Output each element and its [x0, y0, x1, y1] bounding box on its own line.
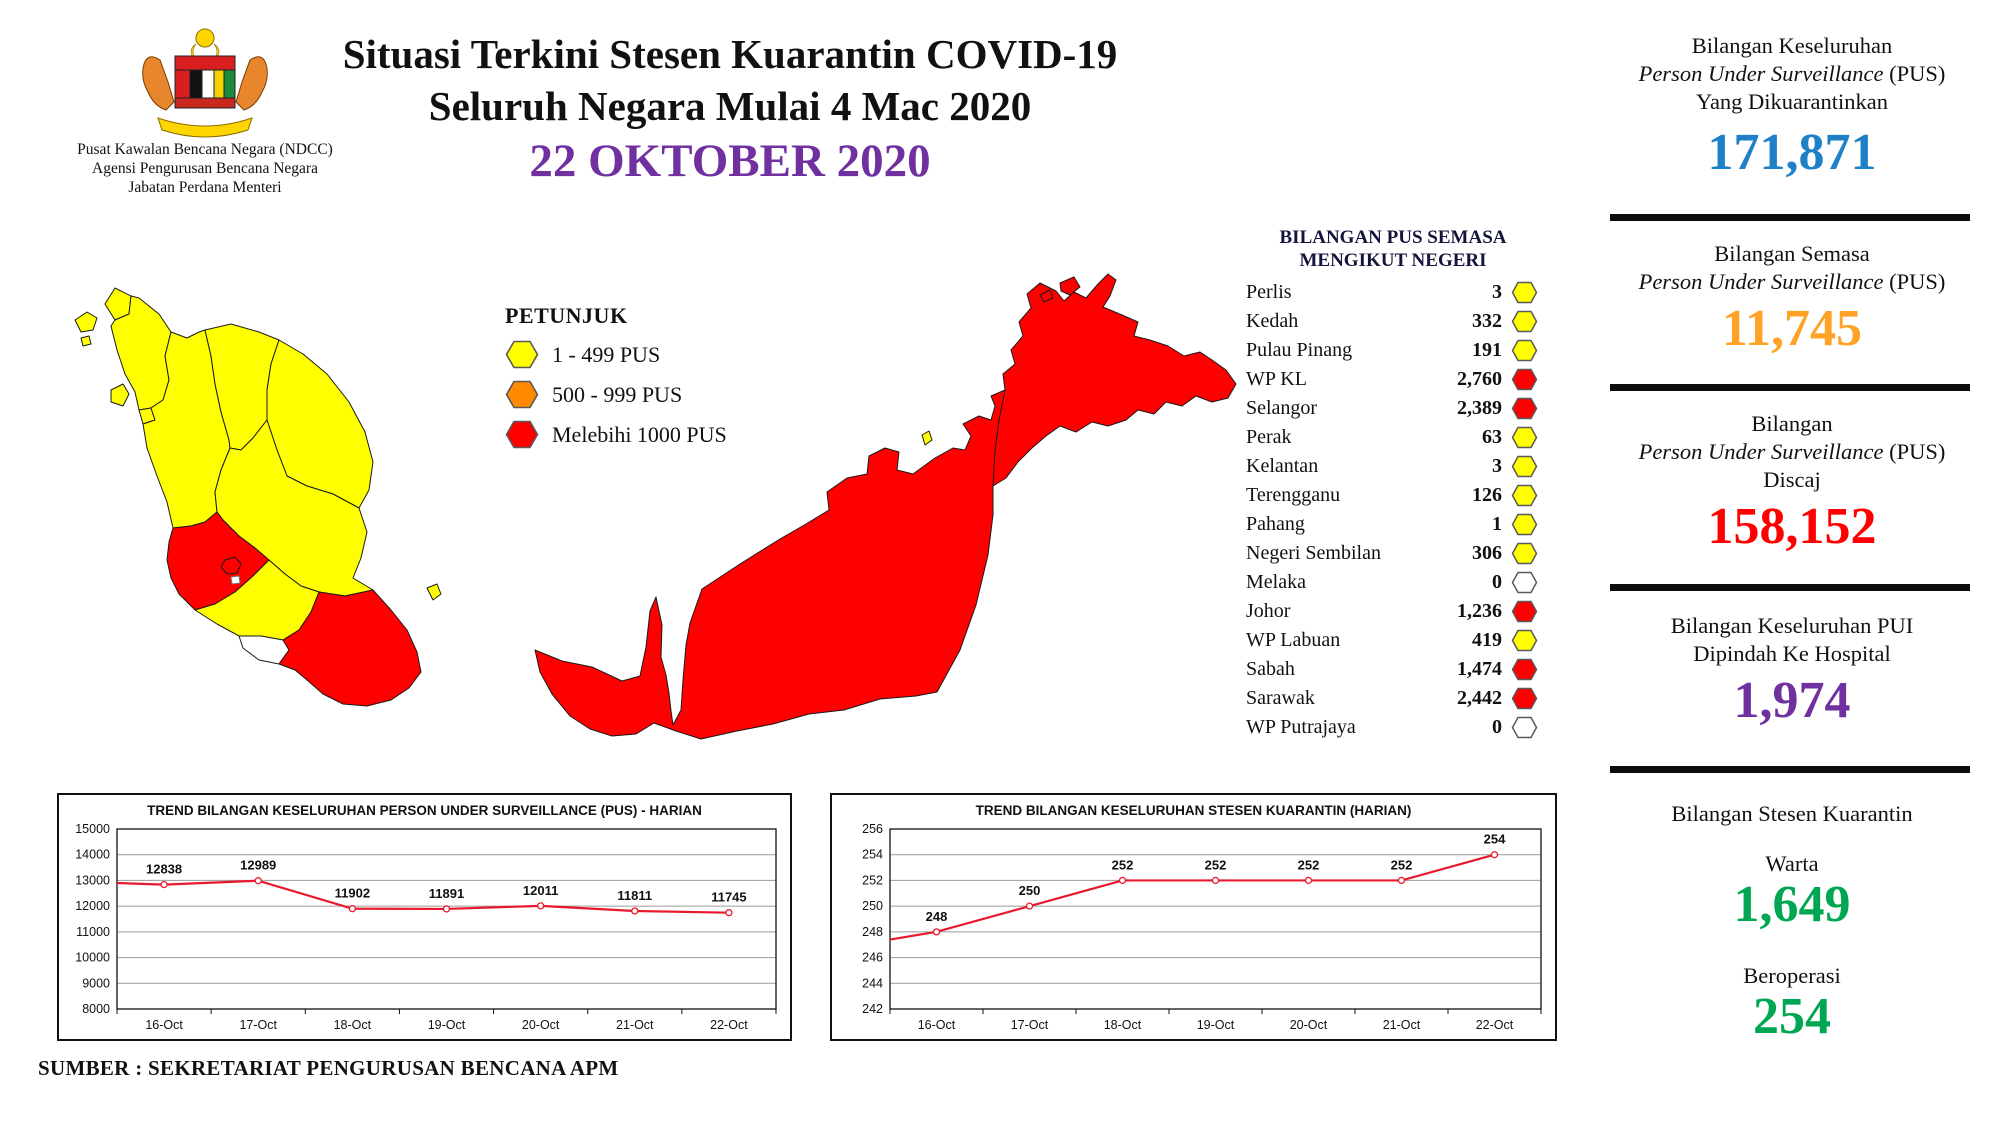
- stat5-sub2: Beroperasi: [1743, 963, 1841, 988]
- svg-text:246: 246: [862, 950, 883, 965]
- svg-text:15000: 15000: [75, 822, 110, 836]
- hexagon-icon: [1502, 426, 1538, 449]
- state-pus-value: 2,442: [1457, 687, 1502, 709]
- state-table-row: [1246, 452, 1538, 481]
- state-table-row: [1246, 336, 1538, 365]
- svg-text:TREND BILANGAN KESELURUHAN PER: TREND BILANGAN KESELURUHAN PERSON UNDER SURVEILLANCE (PUS) - HARIAN: [147, 803, 702, 818]
- svg-text:250: 250: [1018, 883, 1041, 899]
- hexagon-icon: [1502, 455, 1538, 478]
- state-name: Kelantan: [1246, 455, 1319, 477]
- map-state-wp-putrajaya: [231, 576, 240, 584]
- divider: [1610, 384, 1970, 391]
- svg-text:8000: 8000: [82, 1002, 110, 1016]
- map-state-penang-island: [111, 384, 129, 406]
- svg-text:12000: 12000: [75, 899, 110, 914]
- state-name: Melaka: [1246, 571, 1306, 593]
- stat4-value: 1,974: [1733, 672, 1851, 729]
- state-pus-value: 3: [1492, 281, 1502, 303]
- state-table-row: [1246, 597, 1538, 626]
- svg-text:252: 252: [1204, 857, 1227, 873]
- state-name: Sabah: [1246, 658, 1295, 680]
- hexagon-icon: [1502, 542, 1538, 565]
- state-pus-value: 0: [1492, 571, 1502, 593]
- map-island-langkawi: [75, 312, 97, 332]
- svg-text:252: 252: [1297, 857, 1320, 873]
- svg-text:244: 244: [862, 976, 883, 991]
- state-name: Perlis: [1246, 281, 1292, 303]
- state-name: Kedah: [1246, 310, 1299, 332]
- stat2-label: Bilangan Semasa Person Under Surveillance (PUS): [1638, 241, 1946, 294]
- map-island-tioman: [427, 584, 441, 600]
- svg-text:9000: 9000: [82, 976, 110, 991]
- state-table-row: [1246, 684, 1538, 713]
- svg-text:20-Oct: 20-Oct: [521, 1018, 560, 1032]
- svg-text:256: 256: [862, 822, 883, 836]
- legend-label: 500 - 999 PUS: [552, 381, 683, 407]
- hexagon-icon: [1502, 310, 1538, 333]
- svg-text:11000: 11000: [76, 924, 110, 939]
- svg-text:252: 252: [1111, 857, 1134, 873]
- svg-text:TREND BILANGAN KESELURUHAN STE: TREND BILANGAN KESELURUHAN STESEN KUARANTIN (HARIAN): [975, 803, 1412, 818]
- state-table-row: [1246, 626, 1538, 655]
- svg-text:20-Oct: 20-Oct: [1289, 1018, 1328, 1032]
- svg-text:254: 254: [1483, 831, 1506, 847]
- state-pus-value: 2,760: [1457, 368, 1502, 390]
- chart-pus-trend: [57, 793, 792, 1041]
- state-name: Terengganu: [1246, 484, 1341, 506]
- hexagon-icon: [1502, 687, 1538, 710]
- svg-text:18-Oct: 18-Oct: [333, 1018, 372, 1032]
- hexagon-icon: [1502, 484, 1538, 507]
- svg-text:17-Oct: 17-Oct: [239, 1018, 277, 1032]
- svg-text:21-Oct: 21-Oct: [616, 1018, 654, 1032]
- svg-text:248: 248: [862, 924, 883, 939]
- hexagon-icon: [1502, 716, 1538, 739]
- agency-line-3: Jabatan Perdana Menteri: [128, 179, 282, 196]
- state-pus-value: 306: [1472, 542, 1502, 564]
- svg-text:10000: 10000: [75, 950, 110, 965]
- state-table-row: [1246, 539, 1538, 568]
- svg-text:11902: 11902: [334, 885, 371, 901]
- map-peninsular-malaysia: [55, 280, 455, 720]
- state-table-row: [1246, 394, 1538, 423]
- state-name: Sarawak: [1246, 687, 1315, 709]
- stat5-title: Bilangan Stesen Kuarantin: [1671, 801, 1913, 826]
- divider: [1610, 766, 1970, 773]
- state-table-row: [1246, 307, 1538, 336]
- state-pus-value: 1,474: [1457, 658, 1502, 680]
- svg-text:12989: 12989: [240, 857, 277, 873]
- state-pus-value: 1,236: [1457, 600, 1502, 622]
- agency-line-2: Agensi Pengurusan Bencana Negara: [92, 160, 318, 177]
- hexagon-icon: [1502, 397, 1538, 420]
- stat3-label: Bilangan Person Under Surveillance (PUS) Discaj: [1638, 411, 1946, 492]
- svg-text:22-Oct: 22-Oct: [710, 1018, 748, 1032]
- map-island-north-sabah: [1060, 277, 1080, 295]
- svg-text:16-Oct: 16-Oct: [917, 1018, 956, 1032]
- agency-line-1: Pusat Kawalan Bencana Negara (NDCC): [77, 141, 333, 158]
- svg-text:22-Oct: 22-Oct: [1475, 1018, 1514, 1032]
- hexagon-icon: [1502, 339, 1538, 362]
- hexagon-icon: [1502, 600, 1538, 623]
- state-table-title-line1: BILANGAN PUS SEMASA: [1279, 227, 1507, 248]
- state-pus-value: 1: [1492, 513, 1502, 535]
- state-pus-value: 419: [1472, 629, 1502, 651]
- state-pus-value: 191: [1472, 339, 1502, 361]
- svg-text:14000: 14000: [75, 847, 110, 862]
- state-name: WP KL: [1246, 368, 1307, 390]
- state-name: WP Putrajaya: [1246, 716, 1356, 738]
- state-table-row: [1246, 423, 1538, 452]
- legend-title: PETUNJUK: [505, 303, 628, 328]
- chart-stations-trend: [830, 793, 1557, 1041]
- state-name: Perak: [1246, 426, 1292, 448]
- page-title-line1: Situasi Terkini Stesen Kuarantin COVID-19: [342, 31, 1118, 77]
- state-pus-value: 3: [1492, 455, 1502, 477]
- svg-text:252: 252: [1390, 857, 1413, 873]
- title-block: [250, 28, 1210, 190]
- state-name: WP Labuan: [1246, 629, 1341, 651]
- state-pus-value: 0: [1492, 716, 1502, 738]
- stat1-value: 171,871: [1707, 124, 1877, 181]
- source-note: SUMBER : SEKRETARIAT PENGURUSAN BENCANA APM: [38, 1056, 619, 1080]
- hexagon-icon: [1502, 368, 1538, 391]
- svg-text:11811: 11811: [617, 888, 653, 904]
- state-table-row: [1246, 655, 1538, 684]
- svg-text:18-Oct: 18-Oct: [1103, 1018, 1142, 1032]
- report-date: 22 OKTOBER 2020: [529, 135, 931, 187]
- state-name: Pulau Pinang: [1246, 339, 1353, 361]
- hexagon-icon: [1502, 281, 1538, 304]
- legend-label: Melebihi 1000 PUS: [552, 421, 727, 447]
- svg-text:17-Oct: 17-Oct: [1010, 1018, 1049, 1032]
- svg-text:19-Oct: 19-Oct: [1196, 1018, 1235, 1032]
- state-table-row: [1246, 568, 1538, 597]
- state-name: Johor: [1246, 600, 1291, 622]
- state-pus-value: 63: [1482, 426, 1502, 448]
- hexagon-icon: [1502, 513, 1538, 536]
- state-name: Selangor: [1246, 397, 1318, 419]
- state-name: Pahang: [1246, 513, 1305, 535]
- svg-text:12838: 12838: [145, 861, 183, 877]
- map-islet-langkawi: [81, 336, 91, 346]
- svg-text:12011: 12011: [522, 882, 559, 898]
- state-table-title-line2: MENGIKUT NEGERI: [1299, 250, 1487, 271]
- state-name: Negeri Sembilan: [1246, 542, 1381, 564]
- stat4-label: Bilangan Keseluruhan PUI Dipindah Ke Hospital: [1670, 613, 1914, 666]
- svg-text:19-Oct: 19-Oct: [427, 1018, 466, 1032]
- state-pus-value: 126: [1472, 484, 1502, 506]
- svg-text:242: 242: [862, 1002, 883, 1016]
- svg-text:13000: 13000: [75, 873, 110, 888]
- state-table-title: [1238, 226, 1548, 272]
- legend-label: 1 - 499 PUS: [552, 341, 661, 367]
- divider: [1610, 214, 1970, 221]
- map-east-malaysia: [440, 195, 1240, 745]
- svg-text:11745: 11745: [711, 889, 747, 905]
- stat2-value: 11,745: [1721, 300, 1863, 357]
- stat5-value2: 254: [1753, 988, 1831, 1045]
- divider: [1610, 584, 1970, 591]
- state-pus-value: 2,389: [1457, 397, 1502, 419]
- svg-text:252: 252: [862, 873, 883, 888]
- state-table-row: [1246, 510, 1538, 539]
- map-state-wp-labuan: [922, 431, 932, 445]
- hexagon-icon: [1502, 571, 1538, 594]
- svg-text:21-Oct: 21-Oct: [1382, 1018, 1421, 1032]
- state-table: [1246, 278, 1538, 742]
- stat1-label: Bilangan Keseluruhan Person Under Surveillance (PUS) Yang Dikuarantinkan: [1638, 33, 1946, 114]
- svg-text:250: 250: [862, 899, 883, 914]
- stat5-sub1: Warta: [1765, 851, 1819, 876]
- state-table-row: [1246, 713, 1538, 742]
- stat3-value: 158,152: [1707, 498, 1877, 555]
- hexagon-icon: [1502, 658, 1538, 681]
- stat5-value1: 1,649: [1733, 876, 1851, 933]
- svg-text:11891: 11891: [428, 885, 465, 901]
- state-table-row: [1246, 278, 1538, 307]
- map-borneo-landmass: [535, 274, 1236, 739]
- hexagon-icon: [1502, 629, 1538, 652]
- svg-text:248: 248: [925, 908, 948, 924]
- state-table-row: [1246, 365, 1538, 394]
- page-title-line2: Seluruh Negara Mulai 4 Mac 2020: [428, 83, 1032, 129]
- state-table-row: [1246, 481, 1538, 510]
- state-pus-value: 332: [1472, 310, 1502, 332]
- svg-text:16-Oct: 16-Oct: [145, 1018, 183, 1032]
- svg-text:254: 254: [862, 847, 883, 862]
